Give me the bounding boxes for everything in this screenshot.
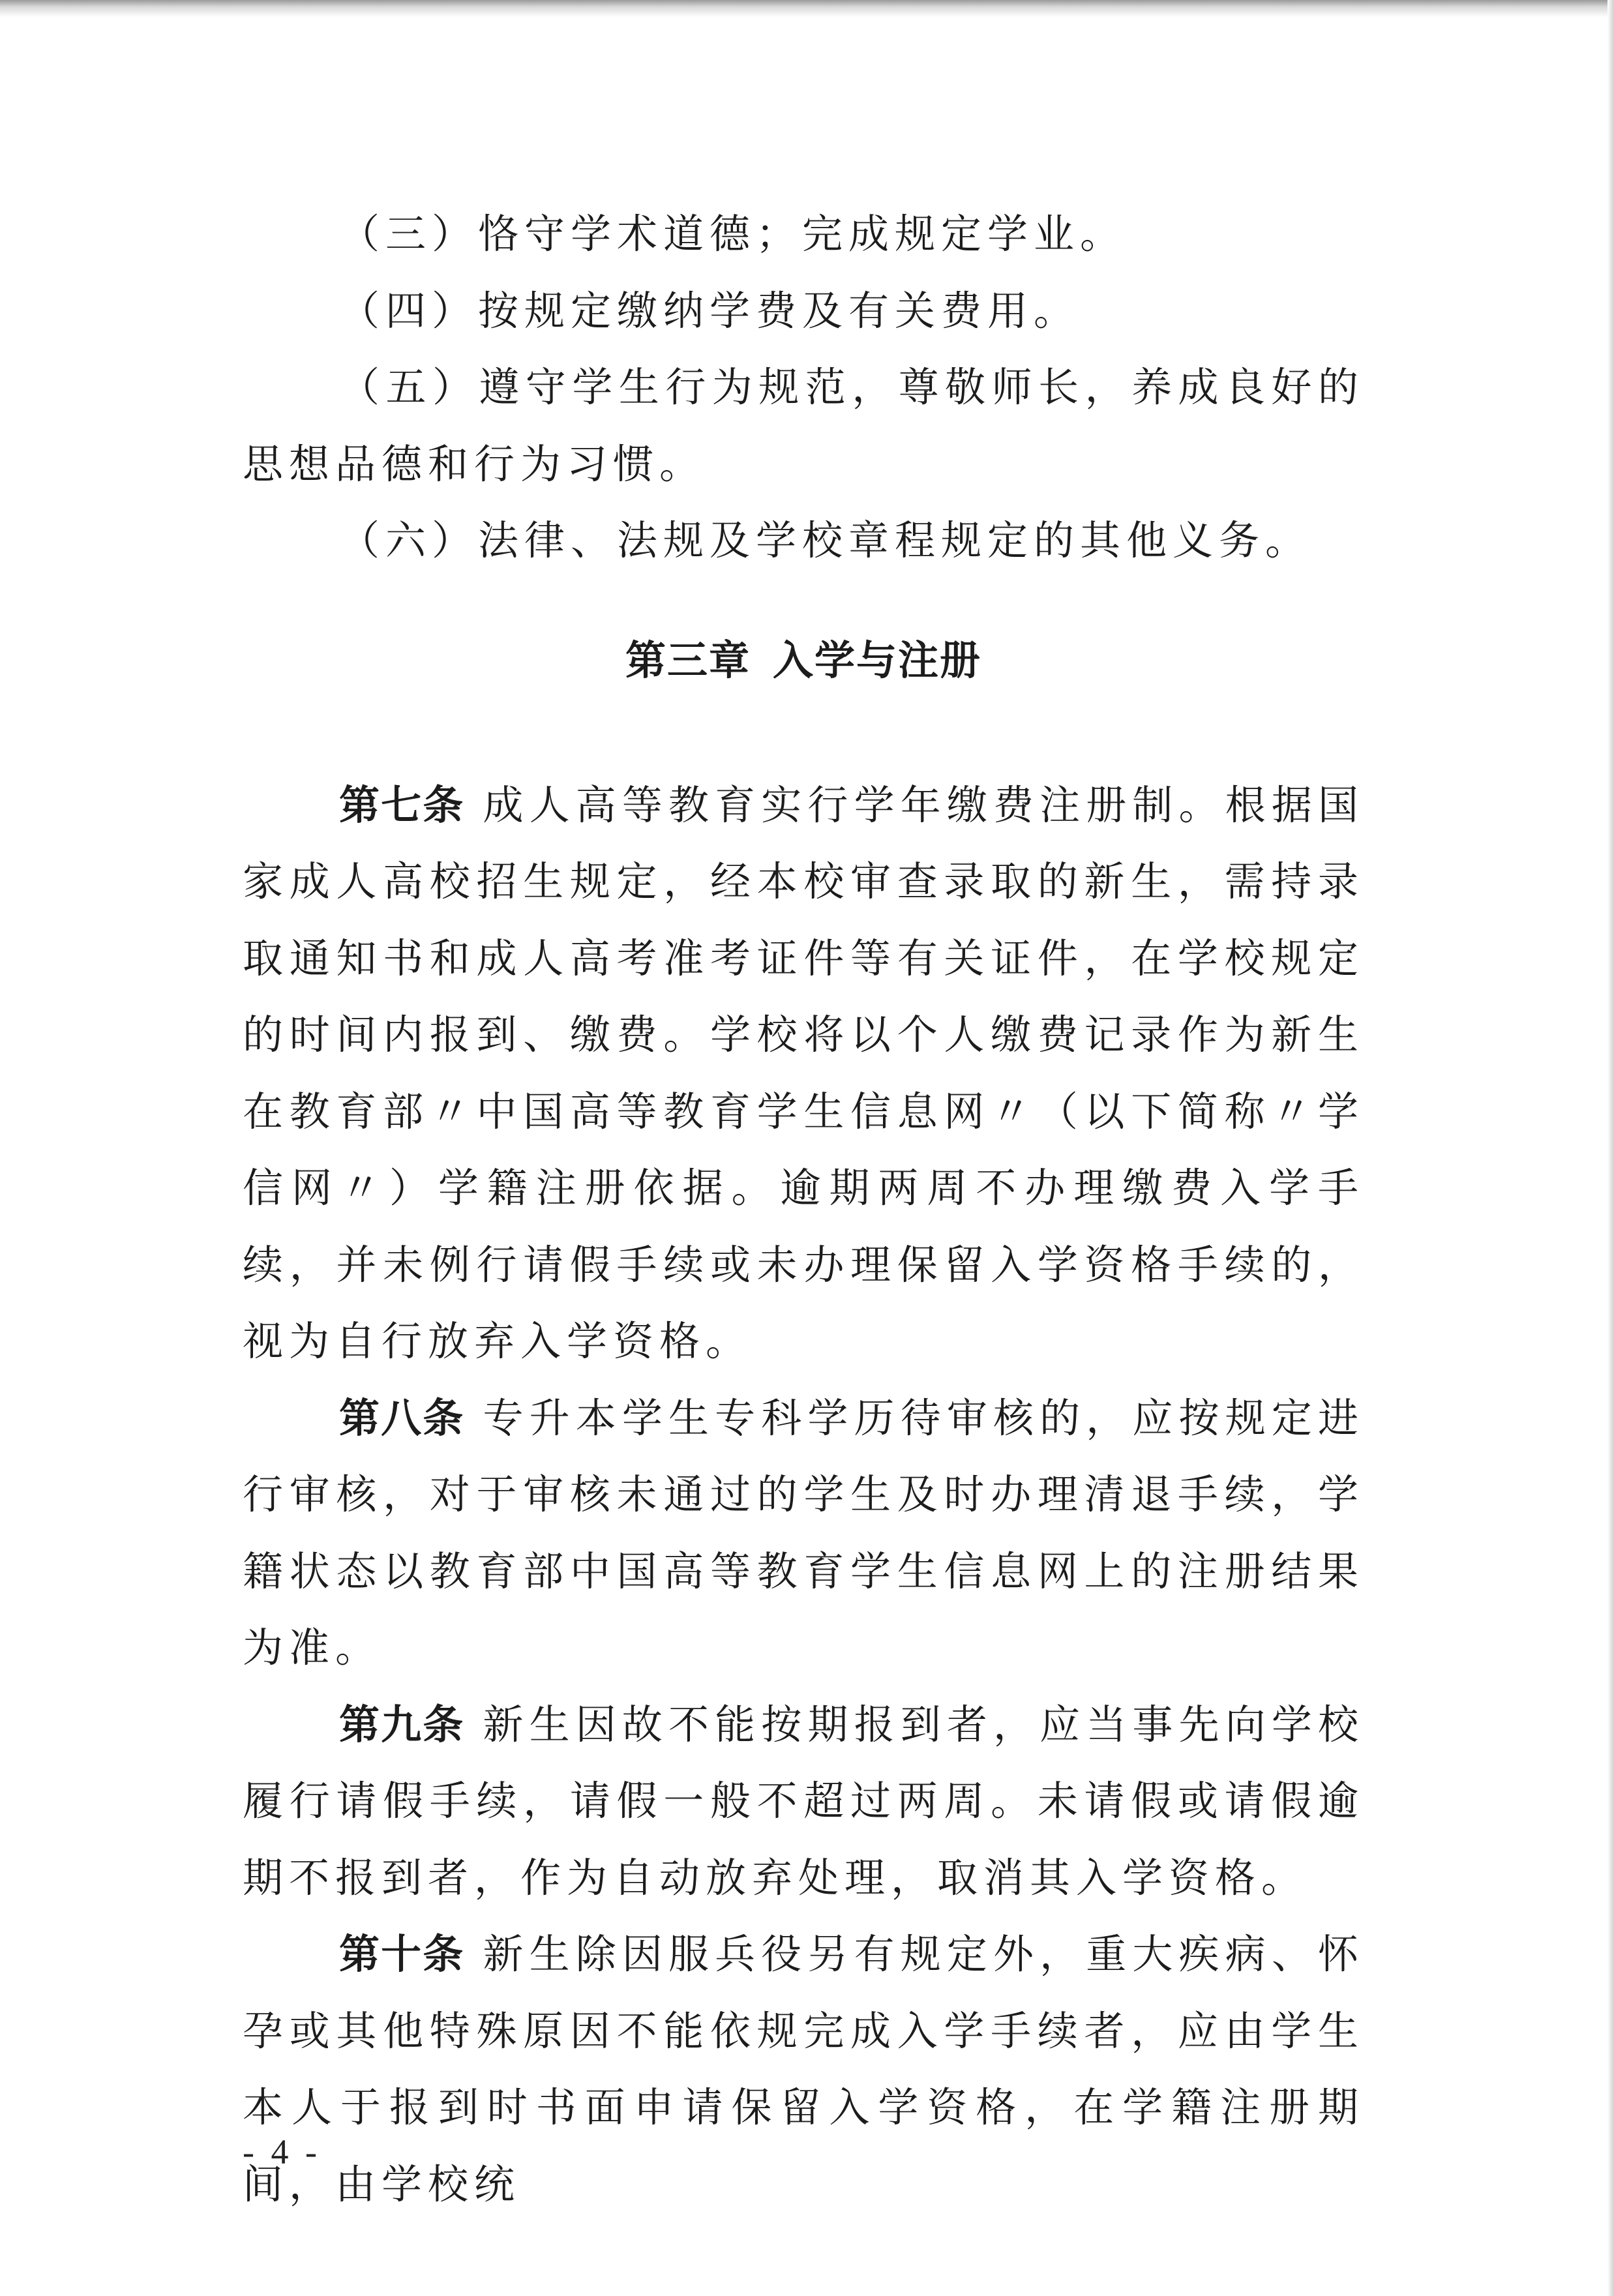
chapter-title: 入学与注册 (773, 636, 982, 684)
obligation-item-4: （四）按规定缴纳学费及有关费用。 (339, 286, 1081, 335)
article-9-text: 新生因故不能按期报到者，应当事先向学校履行请假手续，请假一般不超过两周。未请假或请假逾期不报到者，作为自动放弃处理，取消其入学资格。 (243, 1700, 1364, 1901)
article-8-label: 第八条 (339, 1394, 465, 1442)
article-10-label: 第十条 (339, 1930, 465, 1978)
page-number: - 4 - (243, 2132, 321, 2171)
article-7 (243, 767, 1364, 1380)
obligation-item-3: （三）恪守学术道德；完成规定学业。 (339, 210, 1127, 258)
chapter-number: 第三章 (625, 636, 751, 684)
article-8-text: 专升本学生专科学历待审核的，应按规定进行审核，对于审核未通过的学生及时办理清退手续，学籍状态以教育部中国高等教育学生信息网上的注册结果为准。 (243, 1394, 1364, 1671)
obligation-item-6: （六）法律、法规及学校章程规定的其他义务。 (339, 516, 1312, 564)
scan-edge-right (1607, 0, 1614, 2296)
article-9-label: 第九条 (339, 1700, 465, 1748)
article-9 (243, 1686, 1364, 1916)
chapter-heading (243, 625, 1364, 696)
obligation-item-5: （五）遵守学生行为规范，尊敬师长，养成良好的思想品德和行为习惯。 (243, 363, 1364, 488)
article-7-label: 第七条 (339, 781, 465, 829)
article-7-text: 成人高等教育实行学年缴费注册制。根据国家成人高校招生规定，经本校审查录取的新生，需持录取通知书和成人高考准考证件等有关证件，在学校规定的时间内报到、缴费。学校将以个人缴费记录作为新生在教育部〃中国高等教育学生信息网〃（以下简称〃学信网〃）学籍注册依据。逾期两周不办理缴费入学手续，并未例行请假手续或未办理保留入学资格手续的，视为自行放弃入学资格。 (243, 781, 1364, 1365)
article-list (243, 767, 1364, 2223)
article-8 (243, 1380, 1364, 1686)
article-10 (243, 1916, 1364, 2222)
obligation-list (243, 196, 1364, 579)
document-page (243, 196, 1364, 2222)
article-10-text: 新生除因服兵役另有规定外，重大疾病、怀孕或其他特殊原因不能依规完成入学手续者，应由学生本人于报到时书面申请保留入学资格，在学籍注册期间，由学校统 (243, 1930, 1364, 2208)
scan-edge-top (0, 0, 1614, 17)
